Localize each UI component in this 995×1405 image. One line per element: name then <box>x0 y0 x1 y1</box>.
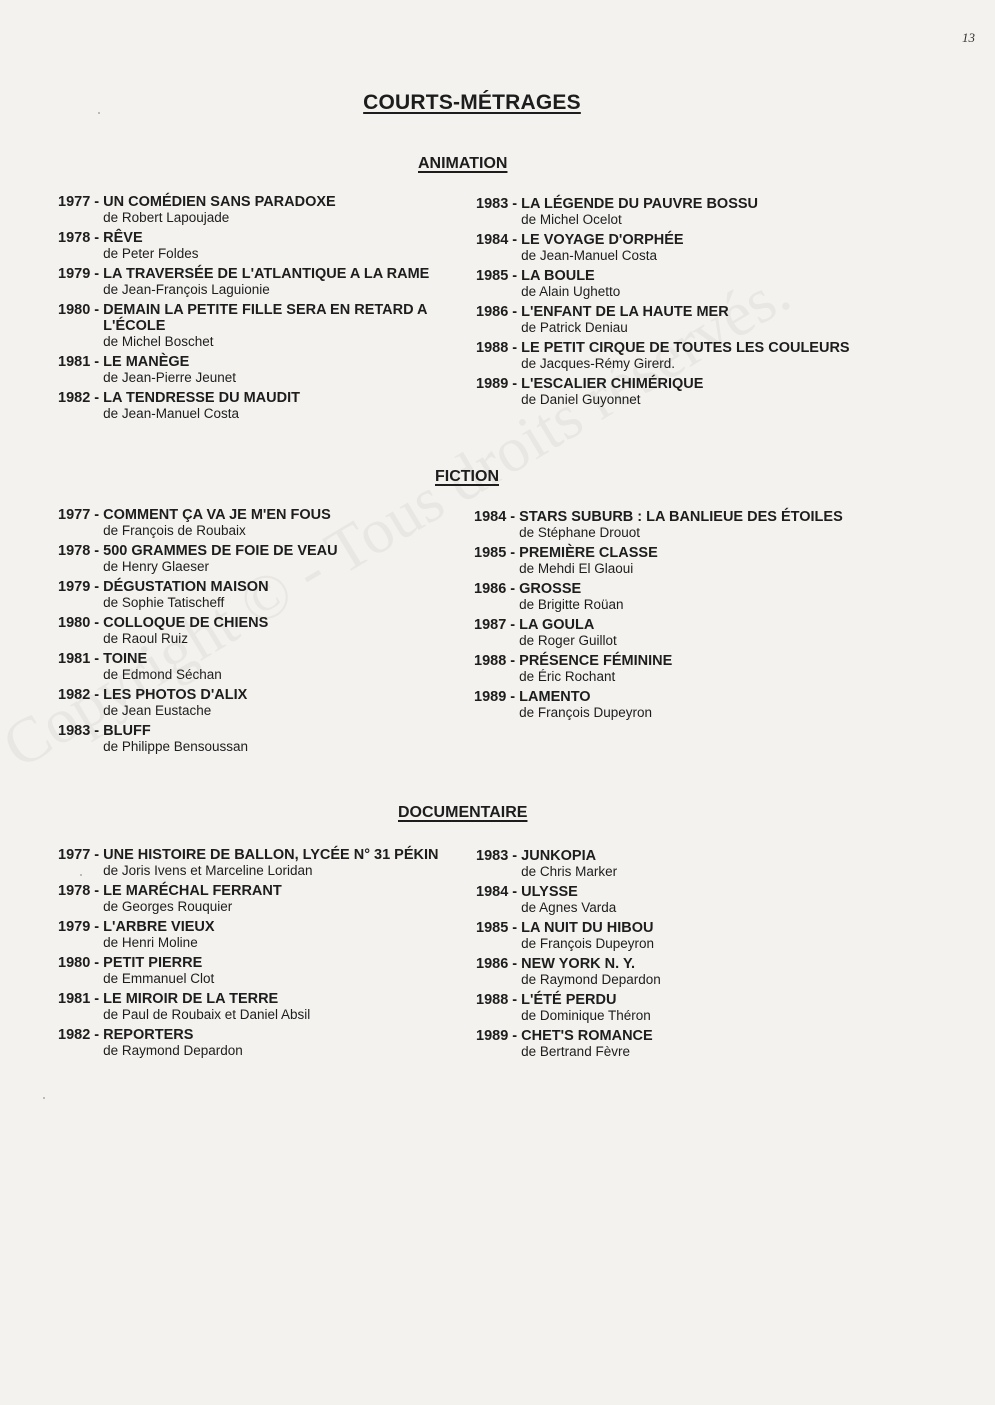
film-entry <box>58 847 448 879</box>
film-title: LA BOULE <box>521 268 595 284</box>
film-director: de Raoul Ruiz <box>103 631 188 646</box>
film-title: LE MIROIR DE LA TERRE <box>103 991 279 1007</box>
film-director: de Philippe Bensoussan <box>103 739 249 754</box>
film-entry <box>476 884 886 916</box>
scan-speck <box>98 112 100 114</box>
film-title: L'ESCALIER CHIMÉRIQUE <box>521 376 704 392</box>
section-title-fiction: FICTION <box>435 468 499 485</box>
film-entry <box>58 579 468 611</box>
film-entry <box>476 232 896 264</box>
film-director: de Mehdi El Glaoui <box>519 561 634 576</box>
film-director: de Jacques-Rémy Girerd. <box>521 356 675 371</box>
film-director: de Emmanuel Clot <box>103 971 215 986</box>
animation-right-column <box>476 196 896 408</box>
film-entry <box>58 991 448 1023</box>
film-entry <box>476 340 896 372</box>
film-year: 1988 - <box>476 992 522 1008</box>
film-director: de Bertrand Fèvre <box>521 1044 630 1059</box>
film-heading <box>58 651 468 667</box>
film-heading <box>476 848 886 864</box>
film-director: de Jean-François Laguionie <box>103 282 270 297</box>
film-heading <box>476 268 896 284</box>
film-title: DÉGUSTATION MAISON <box>103 579 269 595</box>
film-director: de Patrick Deniau <box>521 320 628 335</box>
film-director: de Michel Boschet <box>103 334 214 349</box>
film-year: 1986 - <box>474 581 520 597</box>
film-year: 1988 - <box>476 340 522 356</box>
film-year: 1977 - <box>58 507 104 523</box>
film-entry <box>476 920 886 952</box>
fiction-left-column <box>58 507 468 755</box>
film-title: LA TENDRESSE DU MAUDIT <box>103 390 300 406</box>
film-director: de Sophie Tatischeff <box>103 595 225 610</box>
film-heading <box>58 1027 448 1043</box>
film-heading <box>58 723 468 739</box>
film-year: 1982 - <box>58 1027 104 1043</box>
film-entry <box>474 581 904 613</box>
film-title: L'ENFANT DE LA HAUTE MER <box>521 304 729 320</box>
film-director: de Raymond Depardon <box>103 1043 243 1058</box>
film-title: PRÉSENCE FÉMININE <box>519 653 673 669</box>
film-heading <box>476 1028 886 1044</box>
film-director: de Stéphane Drouot <box>519 525 640 540</box>
film-title: LE MARÉCHAL FERRANT <box>103 883 282 899</box>
film-heading <box>474 545 904 561</box>
film-year: 1980 - <box>58 955 104 971</box>
film-heading <box>58 507 468 523</box>
film-director: de Éric Rochant <box>519 669 616 684</box>
film-director: de Jean-Manuel Costa <box>521 248 657 263</box>
film-heading <box>474 581 904 597</box>
film-title: LE MANÈGE <box>103 354 190 370</box>
film-title: LA GOULA <box>519 617 595 633</box>
film-entry <box>474 509 904 541</box>
film-director: de Paul de Roubaix et Daniel Absil <box>103 1007 311 1022</box>
film-entry <box>476 956 886 988</box>
film-director: de Georges Rouquier <box>103 899 233 914</box>
film-director: de Joris Ivens et Marceline Loridan <box>103 863 313 878</box>
film-heading <box>58 194 453 210</box>
film-year: 1984 - <box>476 232 522 248</box>
film-year: 1986 - <box>476 956 522 972</box>
film-year: 1983 - <box>476 196 522 212</box>
film-director: de François de Roubaix <box>103 523 246 538</box>
film-entry <box>58 266 453 298</box>
film-year: 1977 - <box>58 194 104 210</box>
film-director: de Jean-Pierre Jeunet <box>103 370 236 385</box>
film-director: de Brigitte Roüan <box>519 597 624 612</box>
film-title: DEMAIN LA PETITE FILLE SERA EN RETARD A L'ÉCOLE <box>103 302 427 334</box>
film-heading <box>474 509 904 525</box>
film-year: 1979 - <box>58 919 104 935</box>
film-director: de Henry Glaeser <box>103 559 209 574</box>
film-title: JUNKOPIA <box>521 848 597 864</box>
film-title: REPORTERS <box>103 1027 194 1043</box>
film-director: de Edmond Séchan <box>103 667 222 682</box>
film-entry <box>58 543 468 575</box>
film-year: 1977 - <box>58 847 104 863</box>
film-title: ULYSSE <box>521 884 578 900</box>
film-heading <box>476 884 886 900</box>
film-year: 1985 - <box>476 920 522 936</box>
film-heading <box>58 266 453 282</box>
section-title-animation: ANIMATION <box>418 155 508 172</box>
film-year: 1980 - <box>58 302 104 318</box>
film-entry <box>474 617 904 649</box>
film-director: de François Dupeyron <box>521 936 654 951</box>
film-heading <box>476 232 896 248</box>
film-year: 1987 - <box>474 617 520 633</box>
film-entry <box>58 955 448 987</box>
film-heading <box>58 687 468 703</box>
fiction-right-column <box>474 509 904 721</box>
film-title: STARS SUBURB : LA BANLIEUE DES ÉTOILES <box>519 509 843 525</box>
scan-speck <box>43 1097 45 1099</box>
film-heading <box>474 689 904 705</box>
film-year: 1980 - <box>58 615 104 631</box>
film-title: RÊVE <box>103 230 143 246</box>
film-entry <box>58 883 448 915</box>
film-entry <box>58 651 468 683</box>
film-title: PREMIÈRE CLASSE <box>519 545 658 561</box>
page-number: 13 <box>962 30 975 45</box>
film-heading <box>58 883 448 899</box>
film-heading <box>58 615 468 631</box>
film-year: 1978 - <box>58 543 104 559</box>
film-director: de Peter Foldes <box>103 246 199 261</box>
film-heading <box>476 304 896 320</box>
film-heading <box>58 991 448 1007</box>
film-title: TOINE <box>103 651 148 667</box>
section-title-documentaire: DOCUMENTAIRE <box>398 804 528 821</box>
film-entry <box>474 653 904 685</box>
film-heading <box>58 847 448 863</box>
page-title: COURTS-MÉTRAGES <box>363 91 581 114</box>
film-director: de Chris Marker <box>521 864 618 879</box>
film-heading <box>474 653 904 669</box>
film-title: COLLOQUE DE CHIENS <box>103 615 269 631</box>
film-entry <box>476 376 896 408</box>
film-entry <box>58 390 453 422</box>
film-year: 1981 - <box>58 354 104 370</box>
film-year: 1981 - <box>58 991 104 1007</box>
film-year: 1979 - <box>58 579 104 595</box>
film-entry <box>58 302 453 350</box>
film-title: LA TRAVERSÉE DE L'ATLANTIQUE A LA RAME <box>103 266 430 282</box>
film-director: de Roger Guillot <box>519 633 617 648</box>
film-entry <box>476 1028 886 1060</box>
film-year: 1978 - <box>58 883 104 899</box>
film-entry <box>58 230 453 262</box>
film-entry <box>476 268 896 300</box>
film-entry <box>58 354 453 386</box>
film-heading <box>476 956 886 972</box>
film-heading <box>58 579 468 595</box>
film-year: 1985 - <box>476 268 522 284</box>
film-director: de Daniel Guyonnet <box>521 392 641 407</box>
film-title: L'ÉTÉ PERDU <box>521 992 617 1008</box>
film-title: L'ARBRE VIEUX <box>103 919 215 935</box>
film-entry <box>58 919 448 951</box>
film-heading <box>476 920 886 936</box>
film-entry <box>476 196 896 228</box>
film-title: PETIT PIERRE <box>103 955 203 971</box>
film-year: 1984 - <box>474 509 520 525</box>
film-entry <box>58 687 468 719</box>
film-director: de Agnes Varda <box>521 900 617 915</box>
film-title: CHET'S ROMANCE <box>521 1028 653 1044</box>
film-entry <box>58 723 468 755</box>
film-title: LAMENTO <box>519 689 591 705</box>
film-entry <box>58 194 453 226</box>
film-heading <box>58 543 468 559</box>
film-title: LA LÉGENDE DU PAUVRE BOSSU <box>521 196 759 212</box>
film-director: de Michel Ocelot <box>521 212 622 227</box>
film-entry <box>58 1027 448 1059</box>
film-heading <box>58 390 453 406</box>
film-year: 1984 - <box>476 884 522 900</box>
film-heading <box>476 196 896 212</box>
film-director: de Jean Eustache <box>103 703 212 718</box>
film-entry <box>476 992 886 1024</box>
film-year: 1988 - <box>474 653 520 669</box>
film-entry <box>58 615 468 647</box>
film-year: 1983 - <box>476 848 522 864</box>
film-director: de Henri Moline <box>103 935 198 950</box>
film-title: LA NUIT DU HIBOU <box>521 920 654 936</box>
film-heading <box>476 340 896 356</box>
film-title: COMMENT ÇA VA JE M'EN FOUS <box>103 507 331 523</box>
film-year: 1979 - <box>58 266 104 282</box>
film-title: LE VOYAGE D'ORPHÉE <box>521 232 684 248</box>
film-year: 1986 - <box>476 304 522 320</box>
film-year: 1985 - <box>474 545 520 561</box>
film-title: NEW YORK N. Y. <box>521 956 636 972</box>
film-entry <box>476 304 896 336</box>
film-heading <box>476 992 886 1008</box>
film-title: GROSSE <box>519 581 582 597</box>
film-title: UNE HISTOIRE DE BALLON, LYCÉE N° 31 PÉKIN <box>103 847 439 863</box>
film-heading <box>58 230 453 246</box>
film-director: de Robert Lapoujade <box>103 210 230 225</box>
film-year: 1989 - <box>476 1028 522 1044</box>
film-heading <box>58 919 448 935</box>
film-year: 1982 - <box>58 687 104 703</box>
film-entry <box>476 848 886 880</box>
film-director: de Raymond Depardon <box>521 972 661 987</box>
film-year: 1989 - <box>476 376 522 392</box>
film-director: de François Dupeyron <box>519 705 652 720</box>
scan-speck <box>80 874 82 876</box>
film-director: de Alain Ughetto <box>521 284 621 299</box>
film-year: 1982 - <box>58 390 104 406</box>
film-heading <box>58 302 453 334</box>
film-heading <box>58 354 453 370</box>
film-title: LE PETIT CIRQUE DE TOUTES LES COULEURS <box>521 340 850 356</box>
film-year: 1978 - <box>58 230 104 246</box>
film-entry <box>474 689 904 721</box>
film-title: UN COMÉDIEN SANS PARADOXE <box>103 194 336 210</box>
film-heading <box>58 955 448 971</box>
film-title: 500 GRAMMES DE FOIE DE VEAU <box>103 543 338 559</box>
film-heading <box>476 376 896 392</box>
film-title: LES PHOTOS D'ALIX <box>103 687 248 703</box>
documentaire-right-column <box>476 848 886 1060</box>
animation-left-column <box>58 194 453 422</box>
film-year: 1989 - <box>474 689 520 705</box>
film-year: 1983 - <box>58 723 104 739</box>
film-heading <box>474 617 904 633</box>
documentaire-left-column <box>58 847 448 1059</box>
film-title: BLUFF <box>103 723 151 739</box>
film-director: de Dominique Théron <box>521 1008 651 1023</box>
film-entry <box>474 545 904 577</box>
film-director: de Jean-Manuel Costa <box>103 406 239 421</box>
film-entry <box>58 507 468 539</box>
film-year: 1981 - <box>58 651 104 667</box>
